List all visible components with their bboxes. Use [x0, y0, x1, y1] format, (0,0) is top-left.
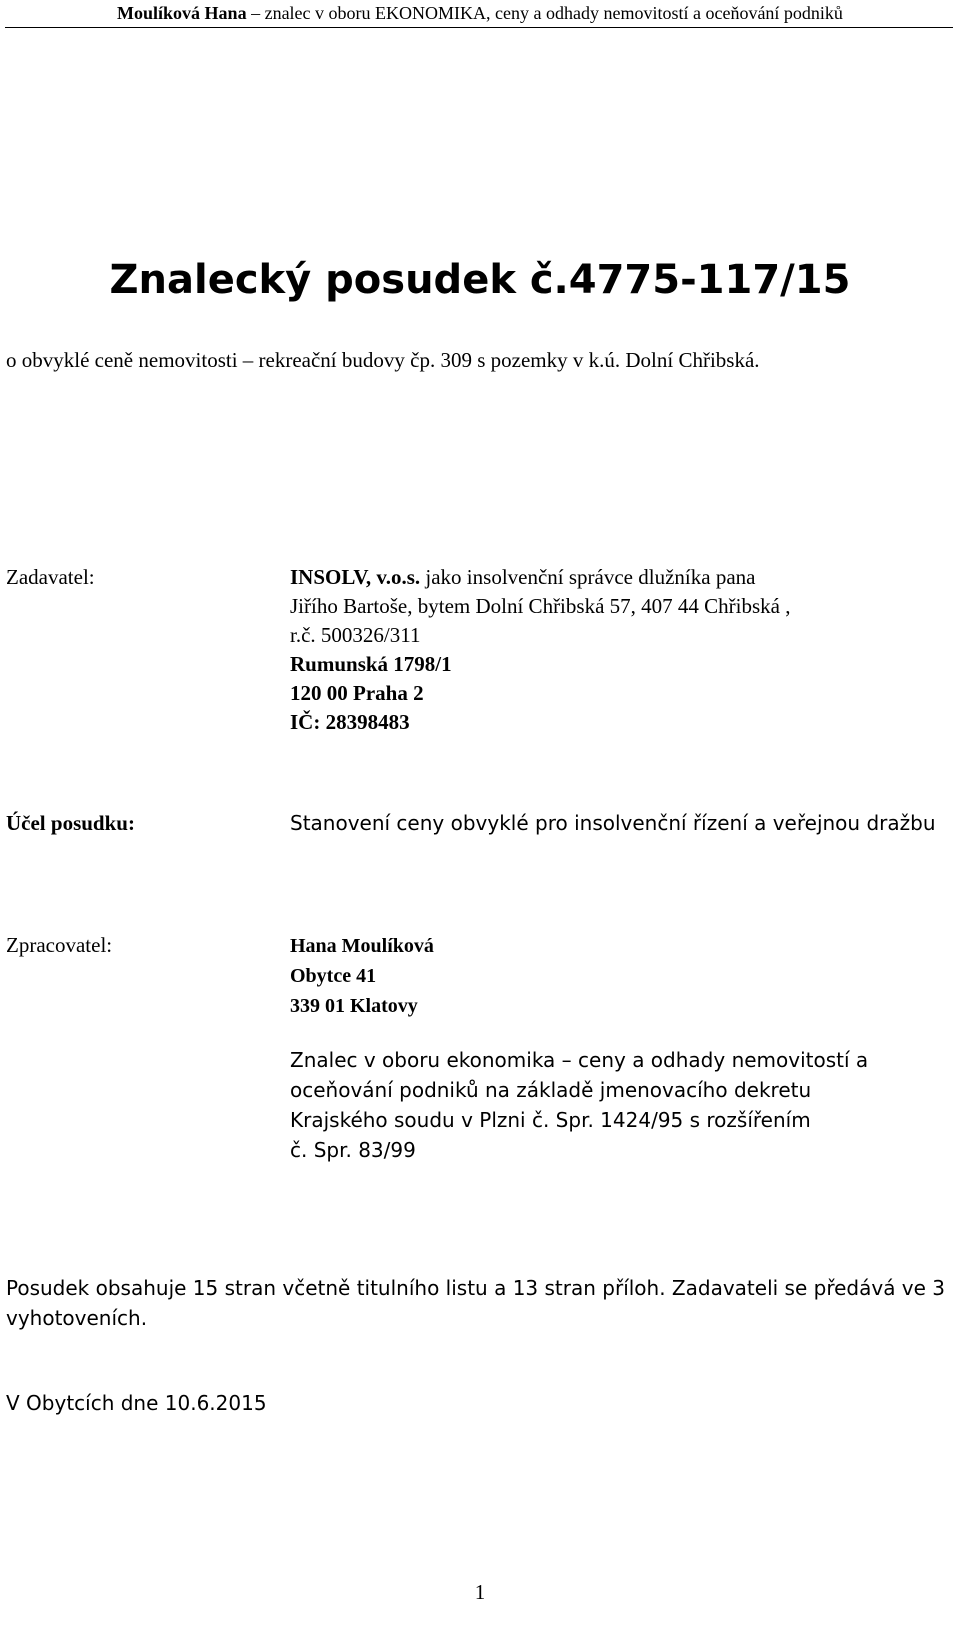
client-name: INSOLV, v.o.s. — [290, 565, 421, 589]
client-line-1 — [290, 563, 790, 592]
author-certification — [290, 1045, 868, 1165]
page-header — [0, 0, 960, 25]
author-city: 339 01 Klatovy — [290, 995, 418, 1017]
cert-line-4: č. Spr. 83/99 — [290, 1138, 416, 1162]
header-author-name: Moulíková Hana — [117, 3, 247, 23]
cert-line-2: oceňování podniků na základě jmenovacího dekretu — [290, 1078, 812, 1102]
client-block — [290, 563, 790, 737]
document-subject: o obvyklé ceně nemovitosti – rekreační budovy čp. 309 s pozemky v k.ú. Dolní Chřibská. — [6, 348, 760, 372]
client-label: Zadavatel: — [6, 565, 95, 589]
author-block — [290, 931, 434, 1021]
header-divider — [5, 27, 953, 28]
author-street: Obytce 41 — [290, 965, 377, 987]
author-label: Zpracovatel: — [6, 933, 113, 957]
client-street: Rumunská 1798/1 — [290, 652, 452, 676]
cert-line-1: Znalec v oboru ekonomika – ceny a odhady nemovitostí a — [290, 1048, 869, 1072]
client-ic: IČ: 28398483 — [290, 710, 410, 734]
client-line-2: Jiřího Bartoše, bytem Dolní Chřibská 57, 407 44 Chřibská , — [290, 594, 791, 618]
document-title: Znalecký posudek č.4775-117/15 — [109, 257, 851, 303]
purpose-label: Účel posudku: — [6, 811, 135, 835]
header-tagline: – znalec v oboru EKONOMIKA, ceny a odhady nemovitostí a oceňování podniků — [246, 3, 843, 23]
purpose-value: Stanovení ceny obvyklé pro insolvenční řízení a veřejnou dražbu — [290, 811, 936, 835]
place-date: V Obytcích dne 10.6.2015 — [6, 1391, 267, 1415]
document-note: Posudek obsahuje 15 stran včetně titulního listu a 13 stran příloh. Zadavateli se předává ve 3 vyhotoveních. — [6, 1276, 946, 1330]
cert-line-3: Krajského soudu v Plzni č. Spr. 1424/95 s rozšířením — [290, 1108, 811, 1132]
author-name: Hana Moulíková — [290, 935, 434, 957]
client-line-3: r.č. 500326/311 — [290, 623, 421, 647]
page-number: 1 — [474, 1580, 486, 1604]
client-line-1-rest: jako insolvenční správce dlužníka pana — [420, 565, 756, 589]
client-city: 120 00 Praha 2 — [290, 681, 424, 705]
